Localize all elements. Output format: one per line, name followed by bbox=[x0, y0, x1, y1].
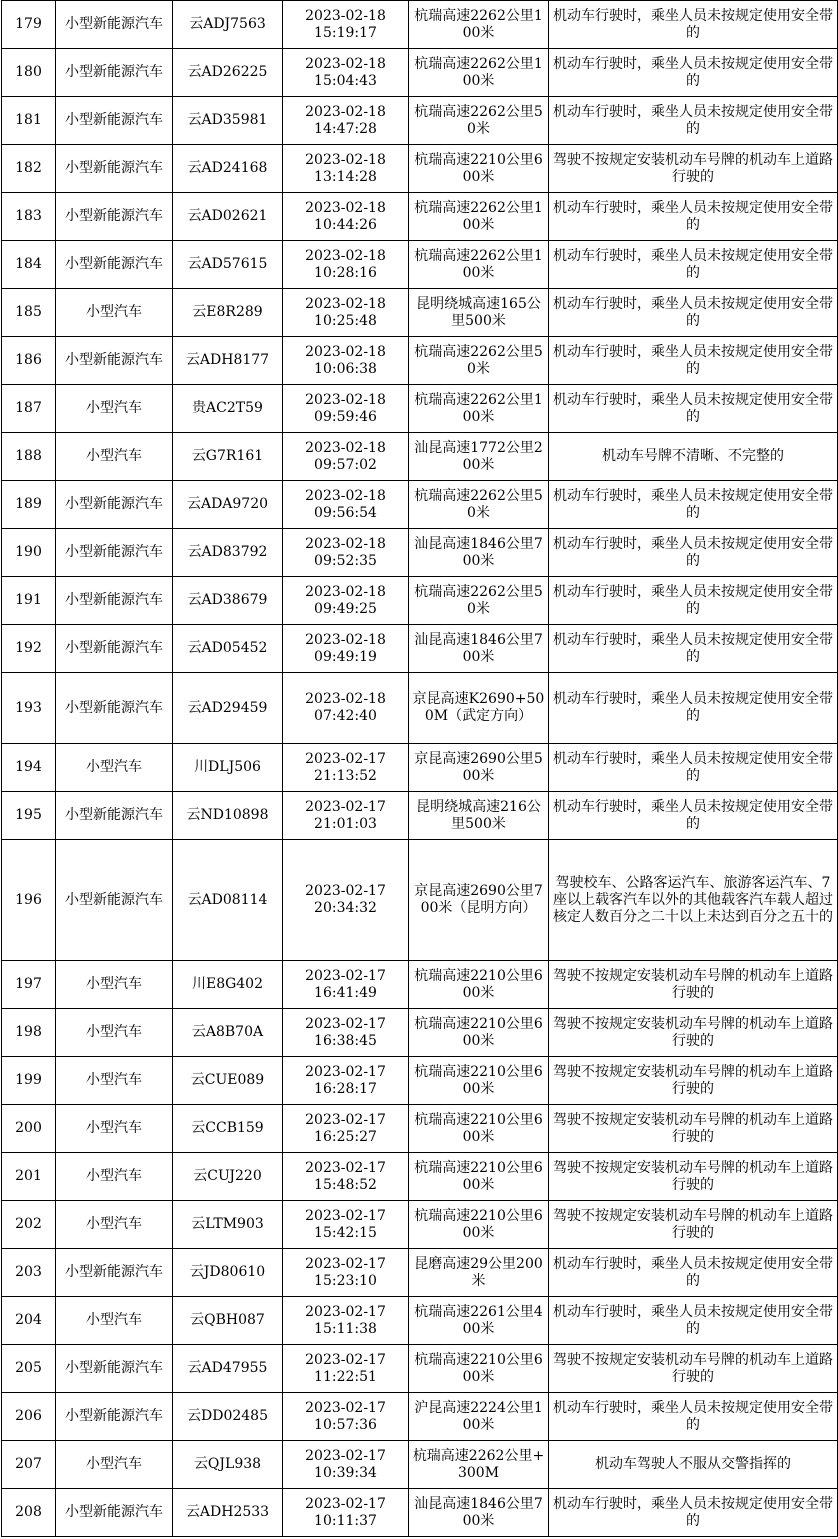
violation-date: 2023-02-17 bbox=[305, 1351, 386, 1368]
violation-location: 杭瑞高速2210公里600米 bbox=[409, 1345, 549, 1393]
vehicle-type: 小型汽车 bbox=[56, 1057, 173, 1105]
violation-time: 15:23:10 bbox=[314, 1272, 377, 1289]
table-row bbox=[2, 97, 838, 145]
violation-time: 09:49:25 bbox=[314, 600, 377, 617]
vehicle-type: 小型新能源汽车 bbox=[56, 1393, 173, 1441]
violation-datetime bbox=[283, 1393, 409, 1441]
violation-datetime bbox=[283, 433, 409, 481]
table-row bbox=[2, 961, 838, 1009]
row-number: 187 bbox=[2, 385, 56, 433]
violation-datetime bbox=[283, 744, 409, 792]
plate-number: 云AD47955 bbox=[173, 1345, 283, 1393]
table-row bbox=[2, 385, 838, 433]
violation-time: 10:57:36 bbox=[314, 1416, 377, 1433]
violation-reason: 机动车行驶时，乘坐人员未按规定使用安全带的 bbox=[549, 241, 838, 289]
vehicle-type: 小型新能源汽车 bbox=[56, 1489, 173, 1537]
row-number: 190 bbox=[2, 529, 56, 577]
violation-reason: 机动车行驶时，乘坐人员未按规定使用安全带的 bbox=[549, 1297, 838, 1345]
violation-datetime bbox=[283, 1105, 409, 1153]
violation-date: 2023-02-17 bbox=[305, 1063, 386, 1080]
vehicle-type: 小型新能源汽车 bbox=[56, 1345, 173, 1393]
violation-datetime bbox=[283, 97, 409, 145]
violation-time: 09:52:35 bbox=[314, 552, 377, 569]
violation-location: 昆磨高速29公里200米 bbox=[409, 1249, 549, 1297]
row-number: 184 bbox=[2, 241, 56, 289]
vehicle-type: 小型新能源汽车 bbox=[56, 49, 173, 97]
violation-location: 杭瑞高速2262公里100米 bbox=[409, 49, 549, 97]
row-number: 201 bbox=[2, 1153, 56, 1201]
violation-location: 杭瑞高速2262公里100米 bbox=[409, 385, 549, 433]
violation-reason: 机动车行驶时，乘坐人员未按规定使用安全带的 bbox=[549, 385, 838, 433]
violation-date: 2023-02-17 bbox=[305, 750, 386, 767]
violation-date: 2023-02-18 bbox=[305, 583, 386, 600]
violation-time: 10:25:48 bbox=[314, 312, 377, 329]
plate-number: 云AD83792 bbox=[173, 529, 283, 577]
violation-time: 10:28:16 bbox=[314, 264, 377, 281]
violation-datetime bbox=[283, 241, 409, 289]
violation-reason: 机动车行驶时，乘坐人员未按规定使用安全带的 bbox=[549, 529, 838, 577]
violation-date: 2023-02-17 bbox=[305, 1255, 386, 1272]
table-row bbox=[2, 1009, 838, 1057]
vehicle-type: 小型汽车 bbox=[56, 744, 173, 792]
row-number: 188 bbox=[2, 433, 56, 481]
vehicle-type: 小型新能源汽车 bbox=[56, 577, 173, 625]
violation-date: 2023-02-17 bbox=[305, 1447, 386, 1464]
violation-datetime bbox=[283, 1153, 409, 1201]
table-row bbox=[2, 1297, 838, 1345]
violation-location: 京昆高速K2690+500M（武定方向） bbox=[409, 673, 549, 744]
violation-reason: 机动车号牌不清晰、不完整的 bbox=[549, 433, 838, 481]
table-row bbox=[2, 577, 838, 625]
row-number: 183 bbox=[2, 193, 56, 241]
violation-location: 沪昆高速2224公里100米 bbox=[409, 1393, 549, 1441]
violation-time: 15:48:52 bbox=[314, 1176, 377, 1193]
violation-location: 杭瑞高速2262公里50米 bbox=[409, 97, 549, 145]
plate-number: 云E8R289 bbox=[173, 289, 283, 337]
violation-date: 2023-02-18 bbox=[305, 295, 386, 312]
row-number: 205 bbox=[2, 1345, 56, 1393]
violation-time: 15:19:17 bbox=[314, 24, 377, 41]
plate-number: 云AD24168 bbox=[173, 145, 283, 193]
violation-reason: 机动车行驶时，乘坐人员未按规定使用安全带的 bbox=[549, 1249, 838, 1297]
violation-reason: 机动车行驶时，乘坐人员未按规定使用安全带的 bbox=[549, 1489, 838, 1537]
violation-time: 07:42:40 bbox=[314, 708, 377, 724]
violation-location: 杭瑞高速2210公里600米 bbox=[409, 1057, 549, 1105]
violation-reason: 驾驶不按规定安装机动车号牌的机动车上道路行驶的 bbox=[549, 961, 838, 1009]
violation-date: 2023-02-18 bbox=[305, 391, 386, 408]
violation-date: 2023-02-18 bbox=[305, 151, 386, 168]
table-row bbox=[2, 744, 838, 792]
violation-datetime bbox=[283, 337, 409, 385]
violation-date: 2023-02-17 bbox=[305, 1303, 386, 1320]
violation-time: 16:41:49 bbox=[314, 984, 377, 1001]
table-row bbox=[2, 1201, 838, 1249]
vehicle-type: 小型新能源汽车 bbox=[56, 337, 173, 385]
violation-location: 杭瑞高速2262公里100米 bbox=[409, 1, 549, 49]
violation-time: 09:57:02 bbox=[314, 456, 377, 473]
violation-datetime bbox=[283, 577, 409, 625]
violation-reason: 机动车行驶时，乘坐人员未按规定使用安全带的 bbox=[549, 337, 838, 385]
violation-reason: 机动车驾驶人不服从交警指挥的 bbox=[549, 1441, 838, 1489]
violation-location: 昆明绕城高速165公里500米 bbox=[409, 289, 549, 337]
violation-datetime bbox=[283, 193, 409, 241]
table-row bbox=[2, 1393, 838, 1441]
row-number: 199 bbox=[2, 1057, 56, 1105]
row-number: 181 bbox=[2, 97, 56, 145]
table-row bbox=[2, 337, 838, 385]
vehicle-type: 小型新能源汽车 bbox=[56, 241, 173, 289]
violation-reason: 驾驶不按规定安装机动车号牌的机动车上道路行驶的 bbox=[549, 1057, 838, 1105]
row-number: 193 bbox=[2, 673, 56, 744]
row-number: 185 bbox=[2, 289, 56, 337]
violation-reason: 驾驶不按规定安装机动车号牌的机动车上道路行驶的 bbox=[549, 1345, 838, 1393]
table-body bbox=[2, 1, 838, 1537]
violation-reason: 机动车行驶时，乘坐人员未按规定使用安全带的 bbox=[549, 744, 838, 792]
vehicle-type: 小型新能源汽车 bbox=[56, 840, 173, 961]
violation-datetime bbox=[283, 529, 409, 577]
violation-location: 昆明绕城高速216公里500米 bbox=[409, 792, 549, 840]
violation-date: 2023-02-18 bbox=[305, 199, 386, 216]
table-row bbox=[2, 1057, 838, 1105]
plate-number: 云DD02485 bbox=[173, 1393, 283, 1441]
plate-number: 云QBH087 bbox=[173, 1297, 283, 1345]
violation-reason: 机动车行驶时，乘坐人员未按规定使用安全带的 bbox=[549, 289, 838, 337]
violation-time: 10:44:26 bbox=[314, 216, 377, 233]
violation-datetime bbox=[283, 1201, 409, 1249]
violation-location: 杭瑞高速2262公里+300M bbox=[409, 1441, 549, 1489]
vehicle-type: 小型汽车 bbox=[56, 1105, 173, 1153]
violations-table bbox=[1, 0, 838, 1537]
violation-reason: 机动车行驶时，乘坐人员未按规定使用安全带的 bbox=[549, 792, 838, 840]
violation-location: 京昆高速2690公里700米（昆明方向） bbox=[409, 840, 549, 961]
violation-date: 2023-02-17 bbox=[305, 1399, 386, 1416]
violation-time: 16:38:45 bbox=[314, 1032, 377, 1049]
violation-date: 2023-02-18 bbox=[305, 691, 386, 707]
table-row bbox=[2, 1489, 838, 1537]
plate-number: 川E8G402 bbox=[173, 961, 283, 1009]
row-number: 196 bbox=[2, 840, 56, 961]
violation-location: 杭瑞高速2262公里100米 bbox=[409, 193, 549, 241]
violation-time: 21:01:03 bbox=[314, 815, 377, 832]
row-number: 197 bbox=[2, 961, 56, 1009]
vehicle-type: 小型汽车 bbox=[56, 1297, 173, 1345]
table-row bbox=[2, 625, 838, 673]
violation-reason: 机动车行驶时，乘坐人员未按规定使用安全带的 bbox=[549, 1393, 838, 1441]
plate-number: 云ADA9720 bbox=[173, 481, 283, 529]
violation-time: 16:25:27 bbox=[314, 1128, 377, 1145]
violation-datetime bbox=[283, 1297, 409, 1345]
violation-reason: 机动车行驶时，乘坐人员未按规定使用安全带的 bbox=[549, 481, 838, 529]
table-row bbox=[2, 1345, 838, 1393]
violation-reason: 驾驶不按规定安装机动车号牌的机动车上道路行驶的 bbox=[549, 145, 838, 193]
plate-number: 云AD38679 bbox=[173, 577, 283, 625]
plate-number: 云LTM903 bbox=[173, 1201, 283, 1249]
violation-time: 13:14:28 bbox=[314, 168, 377, 185]
violation-date: 2023-02-18 bbox=[305, 631, 386, 648]
vehicle-type: 小型汽车 bbox=[56, 1009, 173, 1057]
violation-datetime bbox=[283, 625, 409, 673]
violation-date: 2023-02-17 bbox=[305, 1015, 386, 1032]
plate-number: 云QJL938 bbox=[173, 1441, 283, 1489]
violation-datetime bbox=[283, 961, 409, 1009]
vehicle-type: 小型新能源汽车 bbox=[56, 1249, 173, 1297]
violation-datetime bbox=[283, 792, 409, 840]
plate-number: 云ADJ7563 bbox=[173, 1, 283, 49]
violation-time: 16:28:17 bbox=[314, 1080, 377, 1097]
vehicle-type: 小型新能源汽车 bbox=[56, 193, 173, 241]
violation-time: 10:39:34 bbox=[314, 1464, 377, 1481]
plate-number: 云CUE089 bbox=[173, 1057, 283, 1105]
vehicle-type: 小型汽车 bbox=[56, 1441, 173, 1489]
table-row bbox=[2, 1441, 838, 1489]
violation-location: 杭瑞高速2210公里600米 bbox=[409, 1105, 549, 1153]
violation-location: 杭瑞高速2210公里600米 bbox=[409, 1153, 549, 1201]
violation-time: 09:59:46 bbox=[314, 408, 377, 425]
vehicle-type: 小型汽车 bbox=[56, 385, 173, 433]
violation-location: 汕昆高速1772公里200米 bbox=[409, 433, 549, 481]
violation-date: 2023-02-18 bbox=[305, 55, 386, 72]
table-row bbox=[2, 433, 838, 481]
table-row bbox=[2, 1105, 838, 1153]
violation-time: 15:11:38 bbox=[314, 1320, 377, 1337]
violation-date: 2023-02-18 bbox=[305, 7, 386, 24]
violation-date: 2023-02-17 bbox=[305, 883, 386, 899]
violation-date: 2023-02-17 bbox=[305, 1111, 386, 1128]
row-number: 194 bbox=[2, 744, 56, 792]
violation-location: 杭瑞高速2210公里600米 bbox=[409, 961, 549, 1009]
vehicle-type: 小型新能源汽车 bbox=[56, 625, 173, 673]
violation-time: 14:47:28 bbox=[314, 120, 377, 137]
violation-datetime bbox=[283, 1489, 409, 1537]
vehicle-type: 小型新能源汽车 bbox=[56, 145, 173, 193]
violation-time: 15:42:15 bbox=[314, 1224, 377, 1241]
vehicle-type: 小型新能源汽车 bbox=[56, 792, 173, 840]
violation-location: 杭瑞高速2262公里50米 bbox=[409, 481, 549, 529]
row-number: 186 bbox=[2, 337, 56, 385]
vehicle-type: 小型新能源汽车 bbox=[56, 97, 173, 145]
violation-location: 汕昆高速1846公里700米 bbox=[409, 1489, 549, 1537]
violation-reason: 机动车行驶时，乘坐人员未按规定使用安全带的 bbox=[549, 49, 838, 97]
violation-date: 2023-02-18 bbox=[305, 343, 386, 360]
violation-time: 15:04:43 bbox=[314, 72, 377, 89]
violation-date: 2023-02-17 bbox=[305, 798, 386, 815]
row-number: 204 bbox=[2, 1297, 56, 1345]
violation-time: 21:13:52 bbox=[314, 767, 377, 784]
violation-datetime bbox=[283, 481, 409, 529]
violation-reason: 机动车行驶时，乘坐人员未按规定使用安全带的 bbox=[549, 1, 838, 49]
vehicle-type: 小型汽车 bbox=[56, 1153, 173, 1201]
violation-datetime bbox=[283, 49, 409, 97]
violation-reason: 驾驶不按规定安装机动车号牌的机动车上道路行驶的 bbox=[549, 1153, 838, 1201]
violation-date: 2023-02-18 bbox=[305, 247, 386, 264]
row-number: 179 bbox=[2, 1, 56, 49]
violation-time: 09:49:19 bbox=[314, 648, 377, 665]
violation-reason: 驾驶校车、公路客运汽车、旅游客运汽车、7座以上载客汽车以外的其他载客汽车载人超过核定人数百分之二十以上未达到百分之五十的 bbox=[549, 840, 838, 961]
violation-time: 10:11:37 bbox=[314, 1512, 377, 1529]
violation-location: 杭瑞高速2262公里50米 bbox=[409, 337, 549, 385]
vehicle-type: 小型汽车 bbox=[56, 289, 173, 337]
row-number: 198 bbox=[2, 1009, 56, 1057]
violation-datetime bbox=[283, 1009, 409, 1057]
plate-number: 云CCB159 bbox=[173, 1105, 283, 1153]
violation-datetime bbox=[283, 840, 409, 961]
row-number: 200 bbox=[2, 1105, 56, 1153]
violation-date: 2023-02-18 bbox=[305, 535, 386, 552]
table-row bbox=[2, 529, 838, 577]
violation-reason: 驾驶不按规定安装机动车号牌的机动车上道路行驶的 bbox=[549, 1201, 838, 1249]
violation-location: 杭瑞高速2262公里50米 bbox=[409, 577, 549, 625]
table-row bbox=[2, 49, 838, 97]
violation-reason: 机动车行驶时，乘坐人员未按规定使用安全带的 bbox=[549, 673, 838, 744]
violation-datetime bbox=[283, 1249, 409, 1297]
row-number: 202 bbox=[2, 1201, 56, 1249]
plate-number: 云ADH8177 bbox=[173, 337, 283, 385]
violation-time: 20:34:32 bbox=[314, 900, 377, 916]
violation-location: 杭瑞高速2210公里600米 bbox=[409, 1201, 549, 1249]
violation-date: 2023-02-17 bbox=[305, 1159, 386, 1176]
plate-number: 云ND10898 bbox=[173, 792, 283, 840]
violation-date: 2023-02-18 bbox=[305, 103, 386, 120]
plate-number: 云JD80610 bbox=[173, 1249, 283, 1297]
violation-reason: 机动车行驶时，乘坐人员未按规定使用安全带的 bbox=[549, 193, 838, 241]
violation-reason: 机动车行驶时，乘坐人员未按规定使用安全带的 bbox=[549, 97, 838, 145]
plate-number: 川DLJ506 bbox=[173, 744, 283, 792]
violation-location: 杭瑞高速2262公里100米 bbox=[409, 241, 549, 289]
violation-datetime bbox=[283, 1057, 409, 1105]
plate-number: 云ADH2533 bbox=[173, 1489, 283, 1537]
plate-number: 云CUJ220 bbox=[173, 1153, 283, 1201]
violation-date: 2023-02-17 bbox=[305, 967, 386, 984]
table-row bbox=[2, 193, 838, 241]
violation-datetime bbox=[283, 385, 409, 433]
plate-number: 云AD05452 bbox=[173, 625, 283, 673]
violation-date: 2023-02-18 bbox=[305, 439, 386, 456]
violation-location: 杭瑞高速2261公里400米 bbox=[409, 1297, 549, 1345]
row-number: 192 bbox=[2, 625, 56, 673]
violation-time: 09:56:54 bbox=[314, 504, 377, 521]
row-number: 180 bbox=[2, 49, 56, 97]
vehicle-type: 小型新能源汽车 bbox=[56, 529, 173, 577]
violation-datetime bbox=[283, 1, 409, 49]
violation-datetime bbox=[283, 289, 409, 337]
violation-time: 11:22:51 bbox=[314, 1368, 377, 1385]
plate-number: 云AD08114 bbox=[173, 840, 283, 961]
vehicle-type: 小型汽车 bbox=[56, 1201, 173, 1249]
table-row bbox=[2, 1153, 838, 1201]
vehicle-type: 小型汽车 bbox=[56, 433, 173, 481]
violation-location: 汕昆高速1846公里700米 bbox=[409, 529, 549, 577]
violation-location: 杭瑞高速2210公里600米 bbox=[409, 1009, 549, 1057]
table-row bbox=[2, 1, 838, 49]
vehicle-type: 小型新能源汽车 bbox=[56, 1, 173, 49]
plate-number: 云A8B70A bbox=[173, 1009, 283, 1057]
table-row bbox=[2, 241, 838, 289]
violation-datetime bbox=[283, 1441, 409, 1489]
violation-reason: 驾驶不按规定安装机动车号牌的机动车上道路行驶的 bbox=[549, 1105, 838, 1153]
violation-date: 2023-02-17 bbox=[305, 1207, 386, 1224]
plate-number: 云AD57615 bbox=[173, 241, 283, 289]
plate-number: 云G7R161 bbox=[173, 433, 283, 481]
row-number: 207 bbox=[2, 1441, 56, 1489]
violation-datetime bbox=[283, 673, 409, 744]
violation-date: 2023-02-18 bbox=[305, 487, 386, 504]
row-number: 208 bbox=[2, 1489, 56, 1537]
violation-date: 2023-02-17 bbox=[305, 1495, 386, 1512]
table-row bbox=[2, 289, 838, 337]
plate-number: 贵AC2T59 bbox=[173, 385, 283, 433]
violation-datetime bbox=[283, 145, 409, 193]
row-number: 182 bbox=[2, 145, 56, 193]
violation-time: 10:06:38 bbox=[314, 360, 377, 377]
violation-location: 杭瑞高速2210公里600米 bbox=[409, 145, 549, 193]
table-row bbox=[2, 792, 838, 840]
vehicle-type: 小型新能源汽车 bbox=[56, 481, 173, 529]
violation-reason: 机动车行驶时，乘坐人员未按规定使用安全带的 bbox=[549, 625, 838, 673]
table-row bbox=[2, 1249, 838, 1297]
row-number: 206 bbox=[2, 1393, 56, 1441]
violation-reason: 驾驶不按规定安装机动车号牌的机动车上道路行驶的 bbox=[549, 1009, 838, 1057]
violation-location: 京昆高速2690公里500米 bbox=[409, 744, 549, 792]
row-number: 203 bbox=[2, 1249, 56, 1297]
row-number: 191 bbox=[2, 577, 56, 625]
plate-number: 云AD02621 bbox=[173, 193, 283, 241]
table-row bbox=[2, 840, 838, 961]
row-number: 189 bbox=[2, 481, 56, 529]
table-row bbox=[2, 481, 838, 529]
table-row bbox=[2, 673, 838, 744]
violation-reason: 机动车行驶时，乘坐人员未按规定使用安全带的 bbox=[549, 577, 838, 625]
violation-location: 汕昆高速1846公里700米 bbox=[409, 625, 549, 673]
violation-datetime bbox=[283, 1345, 409, 1393]
plate-number: 云AD35981 bbox=[173, 97, 283, 145]
plate-number: 云AD26225 bbox=[173, 49, 283, 97]
table-row bbox=[2, 145, 838, 193]
plate-number: 云AD29459 bbox=[173, 673, 283, 744]
row-number: 195 bbox=[2, 792, 56, 840]
vehicle-type: 小型新能源汽车 bbox=[56, 673, 173, 744]
vehicle-type: 小型汽车 bbox=[56, 961, 173, 1009]
